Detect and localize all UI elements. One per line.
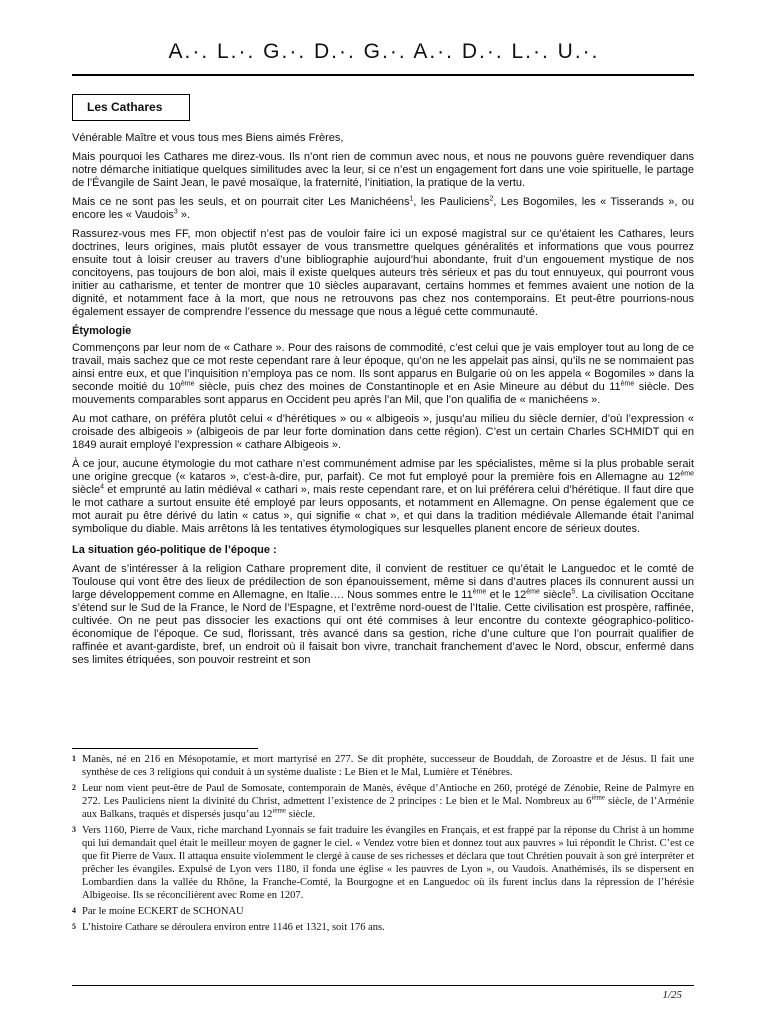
footnote-2 bbox=[72, 782, 694, 821]
text-run: Avant de s’intéresser à la religion Cathare proprement dite, il convient de restituer ce qu’était le Languedoc et le comté de Toulouse qui vont être des lieux de prédilection de son épanouissement, même si dans d’autres places ils connurent aussi un large développement comme en Allemagne, en Italie…. Nous sommes entre le 11 bbox=[72, 563, 694, 601]
footnote-text: Manès, né en 216 en Mésopotamie, et mort martyrisé en 277. Se dit prophète, successeur de Bouddah, de Zoroastre et de Jésus. Il fait une synthèse de ces 3 religions qui conduit à un système dualiste : Le Bien et le Mal, Lumière et Ténèbres. bbox=[82, 754, 694, 778]
footnote-number: 4 bbox=[72, 906, 76, 915]
footnote-ref-2[interactable]: 2 bbox=[489, 195, 494, 203]
page-number: 1/25 bbox=[662, 989, 682, 1001]
text-run: Commençons par leur nom de « Cathare ». Pour des raisons de commodité, c’est celui que je vais employer tout au long de ce travail, mais sachez que ce mot reste cependant rare à leur époque, qu’on ne les appelait pas ainsi, qu’ils ne se nommaient pas ainsi entre eux, et que l’inquisition n’employa pas ce nom. Ils sont apparus en Bulgarie où on les appela « Bogomiles » dans la seconde moitié du 10 bbox=[72, 342, 694, 393]
text-run: et emprunté au latin médiéval « cathari », mais reste cependant rare, et on lui préférera celui d’hérétique. Il faut dire que le mot cathare a surtout ensuite été employé par leurs opposants, et notamment en Allemagne. On pense également que ce mot aurait pu être dérivé du latin « catus », qui signifie « chat », et qui dans la tradition médiévale Allemande était l’animal symbolique du diable. Mais arrêtons là les tentatives étymologiques sur lesquelles planent encore de sérieux doutes. bbox=[72, 484, 694, 535]
header-rule bbox=[72, 74, 694, 76]
intro-paragraph-2 bbox=[72, 196, 694, 222]
text-run: Mais ce ne sont pas les seuls, et on pourrait citer Les Manichéens bbox=[72, 196, 410, 208]
footnotes bbox=[72, 753, 694, 937]
footnote-1 bbox=[72, 753, 694, 779]
etymologie-paragraph-3 bbox=[72, 458, 694, 536]
text-run: Leur nom vient peut-être de Paul de Somosate, contemporain de Manès, évêque d’Antioche en 260, protégé de Zénobie, Reine de Palmyre en 272. Les Pauliciens nient la divinité du Christ, admettent l’existence de 2 principes : Le bien et le Mal. Nombreux au 6 bbox=[82, 783, 694, 807]
text-run: À ce jour, aucune étymologie du mot cathare n’est communément admise par les spécialistes, même si la plus probable serait une origine grecque (« kataros », c'est-à-dire, pur, parfait). Ce mot fut employé pour la première fois en Allemagne au 12 bbox=[72, 458, 694, 483]
intro-paragraph-1: Mais pourquoi les Cathares me direz-vous. Ils n’ont rien de commun avec nous, et nous ne pouvons guère revendiquer dans notre démarche initiatique quelques similitudes avec la leur, si ce n’est un engagement fort dans une voie spirituelle, le partage de l’Évangile de Saint Jean, le pavé mosaïque, la fraternité, l’initiation, la pratique de la vertu. bbox=[72, 151, 694, 189]
text-run: siècle, puis chez des moines de Constantinople et en Asie Mineure au début du 11 bbox=[194, 381, 621, 393]
text-run: , Les Bogomiles, les « Tisserands », ou encore les « Vaudois bbox=[72, 196, 694, 221]
salutation: Vénérable Maître et vous tous mes Biens aimés Frères, bbox=[72, 132, 344, 144]
header-title: A.·. L.·. G.·. D.·. G.·. A.·. D.·. L.·. U.·. bbox=[168, 40, 600, 63]
footnote-number: 5 bbox=[72, 922, 76, 931]
footnote-separator bbox=[72, 748, 258, 749]
intro-paragraph-3: Rassurez-vous mes FF, mon objectif n’est pas de vouloir faire ici un exposé magistral sur ce qu’étaient les Cathares, leurs doctrines, leurs origines, mais plutôt essayer de vous transmettre quelques généralités et informations que vous pourrez ensuite tout à loisir creuser au travers d’une bibliographie aujourd’hui abondante, fruit d’un engouement mystique de nos concitoyens, pas toujours de bon aloi, mais il existe quelques auteurs très sérieux et pas du tout ennuyeux, qui pourront vous initier au catharisme, et tenter de montrer que 10 siècles auparavant, certains hommes et femmes avaient une notion de la dignité, et notamment face à la mort, que nous ne retrouvons pas chez nos contemporains. Et peut-être pourrions-nous également essayer de comprendre l’essence du message que nous a légué cette communauté. bbox=[72, 228, 694, 318]
text-run: , les Pauliciens bbox=[413, 196, 490, 208]
footnote-number: 1 bbox=[72, 754, 76, 763]
text-run: siècle, de l’Arménie aux Balkans, traqués et dispersés jusqu’au 12 bbox=[82, 796, 694, 820]
text-run: et le 12 bbox=[486, 589, 527, 601]
superscript: ème bbox=[620, 380, 635, 388]
etymologie-paragraph-1 bbox=[72, 342, 694, 407]
footnote-5 bbox=[72, 921, 694, 934]
footnote-ref-4[interactable]: 4 bbox=[100, 483, 105, 491]
footnote-ref-1[interactable]: 1 bbox=[409, 195, 414, 203]
text-run: ». bbox=[177, 209, 191, 221]
text-run: siècle. bbox=[286, 809, 316, 820]
section-title-box: Les Cathares bbox=[72, 94, 190, 121]
text-run: siècle. Des mouvements comparables sont apparus en Occident peu après l’an Mil, que l’on qualifia de « manichéens ». bbox=[72, 381, 694, 406]
footnote-number: 2 bbox=[72, 783, 76, 792]
footnote-3 bbox=[72, 824, 694, 902]
footnote-text bbox=[82, 782, 694, 821]
footnote-text: Vers 1160, Pierre de Vaux, riche marchand Lyonnais se fait traduire les évangiles en Français, et est frappé par la réponse du Christ à un homme qui lui demandait quel était le meilleur moyen de gagner le ciel. « Vendez votre bien et donnez tout aux pauvres » lui répondit le Christ. C’est ce que fit Pierre de Vaux. Il attaqua ensuite violemment le clergé à cause de ses richesses et déclara que tout Chrétien pouvait à son gré interpréter et prêcher les évangiles. Expulsé de Lyon vers 1180, il fonda une église « les pauvres de Lyon », ou Vaudois. Anathémisés, ils se dispersent en Lombardien dans la vallée du Rhône, la Franche-Comté, la Bourgogne et en Languedoc où ils furent inclus dans la répression de l’hérésie Albigeoise. Ils se réconcilièrent avec Rome en 1207. bbox=[82, 825, 694, 901]
etymologie-paragraph-2: Au mot cathare, on préféra plutôt celui « d’hérétiques » ou « albigeois », jusqu’au milieu du siècle dernier, d’où l’expression « croisade des albigeois » (albigeois de par leur forte domination dans cette région). C’est un certain Charles SCHMIDT qui en 1849 aurait employé l’expression « cathare Albigeois ». bbox=[72, 413, 694, 451]
footnote-4 bbox=[72, 905, 694, 918]
footnote-text: L’histoire Cathare se déroulera environ entre 1146 et 1321, soit 176 ans. bbox=[82, 922, 385, 933]
footnote-ref-5[interactable]: 5 bbox=[571, 588, 576, 596]
heading-geo-politique: La situation géo-politique de l’époque : bbox=[72, 544, 277, 556]
superscript: ème bbox=[180, 380, 195, 388]
superscript: ème bbox=[472, 588, 487, 596]
heading-etymologie: Étymologie bbox=[72, 325, 132, 337]
footnote-text: Par le moine ECKERT de SCHONAU bbox=[82, 906, 244, 917]
geo-paragraph-1 bbox=[72, 563, 694, 667]
text-run: siècle bbox=[72, 484, 101, 496]
text-run: siècle bbox=[539, 589, 572, 601]
footer-rule bbox=[72, 985, 694, 986]
footnote-number: 3 bbox=[72, 825, 76, 834]
superscript: ième bbox=[591, 793, 605, 802]
body-text bbox=[72, 132, 694, 673]
text-run: . La civilisation Occitane s’étend sur le Sud de la France, le Nord de l’Espagne, et l’extrême nord-ouest de l’Italie. Cette civilisation est prospère, raffinée, cultivée. On ne peut pas dissocier les exactions qui ont été commises à leur encontre du contexte géographico-politico-économique de l’époque. Ce sud, florissant, très avancé dans sa gestion, riche d’une culture que l’on pourrait qualifier de raffinée et avant-gardiste, bref, un endroit où il faisait bon vivre, tranchait franchement d’avec le Nord, obscur, enfermé dans ses limites étriquées, son pouvoir restreint et son bbox=[72, 589, 695, 666]
superscript: ième bbox=[272, 806, 287, 815]
footnote-ref-3[interactable]: 3 bbox=[173, 208, 178, 216]
superscript: ème bbox=[680, 470, 694, 478]
superscript: ème bbox=[526, 588, 540, 596]
